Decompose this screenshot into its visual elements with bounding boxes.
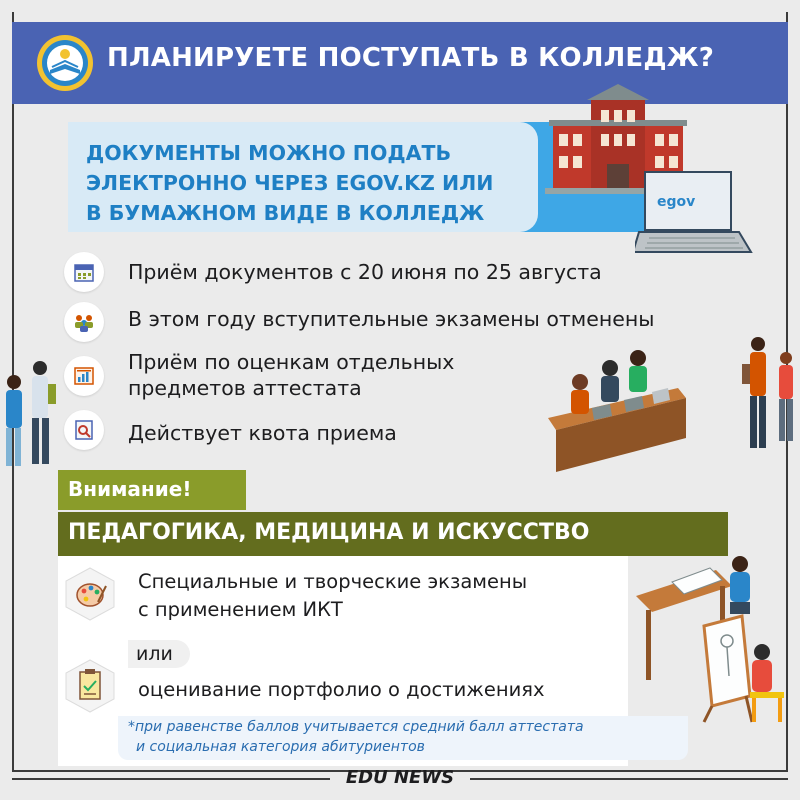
art-students-illustration (632, 546, 794, 726)
people-icon (64, 302, 104, 342)
docs-line: ДОКУМЕНТЫ МОЖНО ПОДАТЬ (86, 141, 452, 165)
footer (0, 764, 800, 794)
exam-line: Специальные и творческие экзамены (138, 570, 528, 593)
attention-label-box (58, 470, 246, 510)
or-tag (128, 640, 190, 668)
page-title: ПЛАНИРУЕТЕ ПОСТУПАТЬ В КОЛЛЕДЖ? (107, 43, 715, 73)
students-desk-illustration (540, 330, 690, 475)
footnote-line: и социальная категория абитуриентов (136, 739, 425, 755)
info-item-grades (128, 349, 454, 401)
subjects-banner (58, 512, 728, 556)
footnote-line: *при равенстве баллов учитывается средний балл аттестата (128, 719, 584, 735)
docs-line: ЭЛЕКТРОННО ЧЕРЕЗ EGOV.KZ ИЛИ (86, 171, 494, 195)
attention-label: Внимание! (68, 477, 192, 501)
walking-students-left-illustration (0, 356, 62, 476)
egov-laptop-icon (635, 168, 755, 258)
laptop-label: egov (657, 194, 696, 210)
docs-line: В БУМАЖНОМ ВИДЕ В КОЛЛЕДЖ (86, 201, 485, 225)
portfolio-evaluation: оценивание портфолио о достижениях (138, 678, 545, 701)
quota-icon (64, 410, 104, 450)
ministry-emblem-icon (36, 34, 94, 92)
walking-students-right-illustration (738, 334, 800, 456)
footer-brand: EDU NEWS (345, 767, 455, 788)
portfolio-icon (62, 658, 118, 714)
info-line: Приём по оценкам отдельных (128, 350, 455, 374)
exam-line: с применением ИКТ (138, 598, 343, 621)
grades-icon (64, 356, 104, 396)
footnote-box (118, 716, 688, 760)
info-line: предметов аттестата (128, 376, 362, 400)
docs-text (86, 138, 546, 228)
info-item-exams-cancelled: В этом году вступительные экзамены отменены (128, 307, 655, 331)
subjects-title: ПЕДАГОГИКА, МЕДИЦИНА И ИСКУССТВО (68, 520, 590, 545)
info-item-quota: Действует квота приема (128, 421, 397, 445)
info-item-dates: Приём документов с 20 июня по 25 августа (128, 260, 602, 284)
exam-special (138, 568, 527, 624)
palette-icon (62, 566, 118, 622)
calendar-icon (64, 252, 104, 292)
or-label: или (136, 643, 173, 665)
